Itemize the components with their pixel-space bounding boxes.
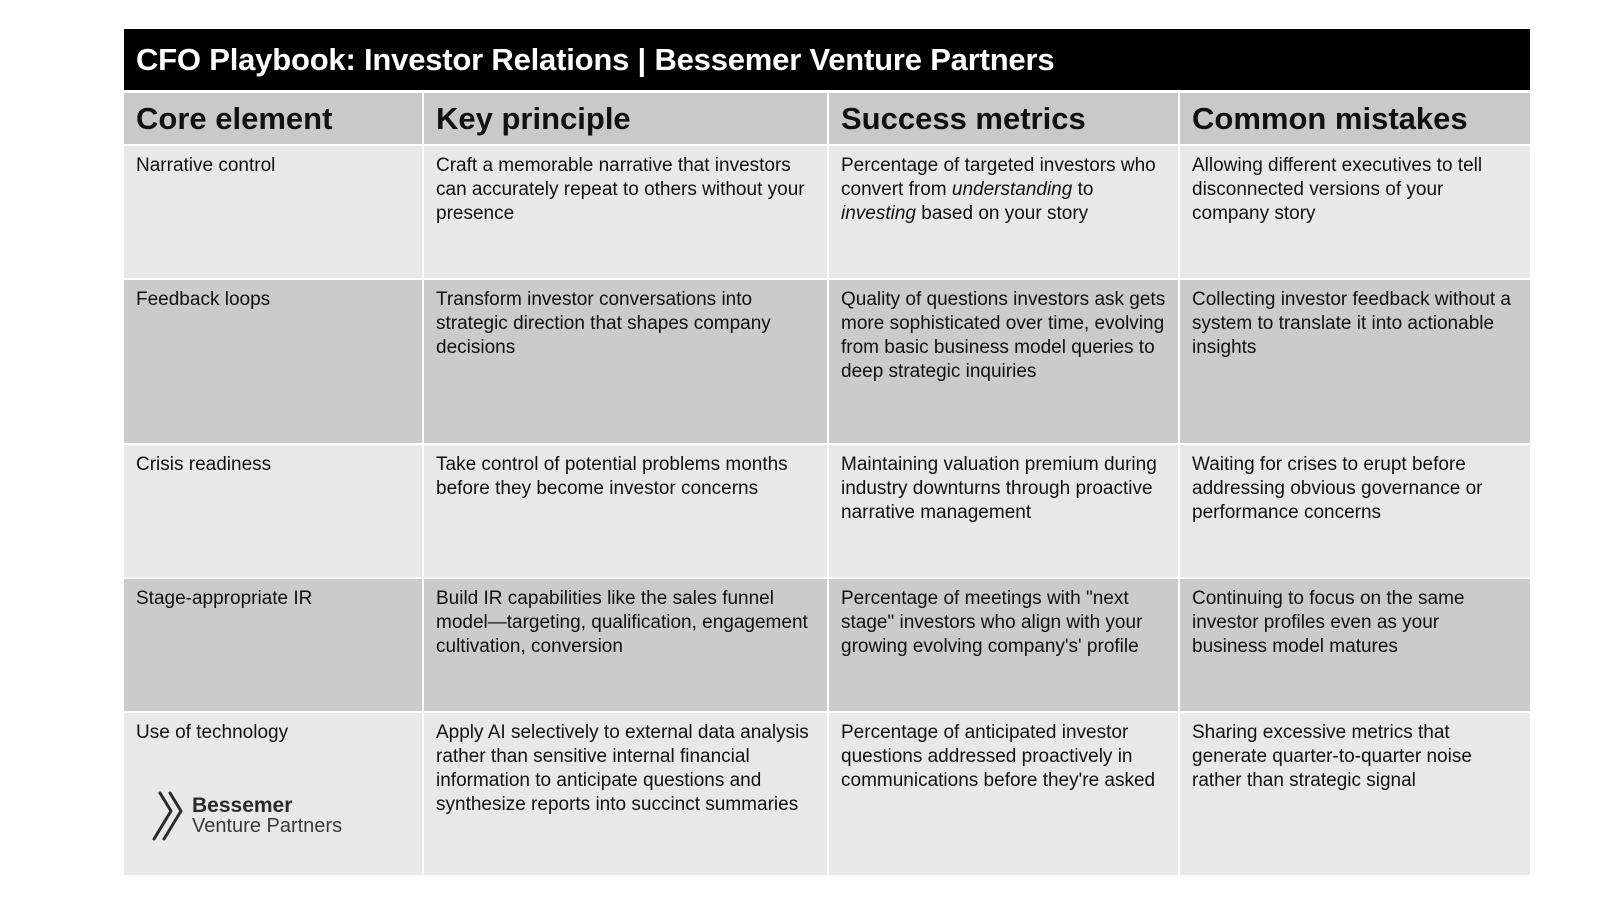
key-principle-cell: Apply AI selectively to external data analysis rather than sensitive internal financial information to anticipate questions and synthesize reports into succinct summaries [423,712,828,876]
core-element-cell: Feedback loops [124,279,423,444]
page-title: CFO Playbook: Investor Relations | Bessemer Venture Partners [124,29,1530,90]
metrics-emphasis: investing [841,203,916,224]
key-principle-cell: Build IR capabilities like the sales funnel model—targeting, qualification, engagement cultivation, conversion [423,578,828,712]
header-key-principle: Key principle [423,93,828,145]
metrics-text: Percentage of targeted investors who convert from [841,155,1156,200]
bessemer-slash-icon [150,791,186,841]
logo-line-2: Venture Partners [192,815,343,837]
bessemer-logo [150,791,342,841]
success-metrics-cell: Quality of questions investors ask gets more sophisticated over time, evolving from basic business model queries to deep strategic inquiries [828,279,1179,444]
logo-text [192,795,342,837]
playbook-table [124,93,1530,877]
core-element-cell: Narrative control [124,145,423,279]
key-principle-cell: Take control of potential problems months before they become investor concerns [423,444,828,578]
table-row [124,145,1530,279]
table-row [124,444,1530,578]
common-mistakes-cell: Waiting for crises to erupt before addressing obvious governance or performance concerns [1179,444,1530,578]
common-mistakes-cell: Collecting investor feedback without a system to translate it into actionable insights [1179,279,1530,444]
core-element-cell [124,712,423,876]
metrics-emphasis: understanding [951,179,1073,200]
success-metrics-cell [828,145,1179,279]
core-element-cell: Crisis readiness [124,444,423,578]
logo-line-1: Bessemer [192,794,293,817]
common-mistakes-cell: Allowing different executives to tell disconnected versions of your company story [1179,145,1530,279]
metrics-text: to [1072,179,1094,200]
key-principle-cell: Transform investor conversations into strategic direction that shapes company decisions [423,279,828,444]
core-element-cell: Stage-appropriate IR [124,578,423,712]
header-common-mistakes: Common mistakes [1179,93,1530,145]
header-core-element: Core element [124,93,423,145]
table-row [124,279,1530,444]
header-success-metrics: Success metrics [828,93,1179,145]
metrics-text: based on your story [916,203,1089,224]
success-metrics-cell: Maintaining valuation premium during industry downturns through proactive narrative management [828,444,1179,578]
core-element-label: Use of technology [136,722,289,743]
common-mistakes-cell: Continuing to focus on the same investor profiles even as your business model matures [1179,578,1530,712]
common-mistakes-cell: Sharing excessive metrics that generate quarter-to-quarter noise rather than strategic signal [1179,712,1530,876]
table-row [124,712,1530,876]
success-metrics-cell: Percentage of anticipated investor questions addressed proactively in communications before they're asked [828,712,1179,876]
table-row [124,578,1530,712]
key-principle-cell: Craft a memorable narrative that investors can accurately repeat to others without your presence [423,145,828,279]
success-metrics-cell: Percentage of meetings with "next stage" investors who align with your growing evolving company's' profile [828,578,1179,712]
table-header-row [124,93,1530,145]
